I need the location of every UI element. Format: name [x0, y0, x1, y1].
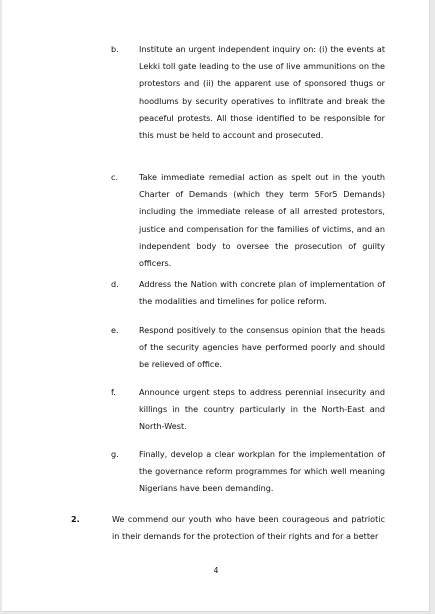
item-letter: c.: [111, 172, 119, 182]
item-letter: e.: [111, 325, 119, 335]
item-text: Announce urgent steps to address perennial insecurity and killings in the country particularly in the North-East and North-West.: [139, 387, 385, 432]
paragraph-number: 2.: [71, 514, 80, 524]
item-text: Take immediate remedial action as spelt out in the youth Charter of Demands (which they term 5For5 Demands) including the immediate release of all arrested protestors, justice and compensation for the families of victims, and an independent body to oversee the prosecution of guilty officers.: [139, 172, 385, 269]
item-text: Finally, develop a clear workplan for the implementation of the governance reform programmes for which well meaning Nigerians have been demanding.: [139, 449, 385, 494]
item-letter: f.: [111, 387, 116, 397]
item-text: Institute an urgent independent inquiry on: (i) the events at Lekki toll gate leading to the use of live ammunitions on the protestors and (ii) the apparent use of sponsored thugs or hoodlums by security operatives to infiltrate and break the peaceful protests. All those identified to be responsible for this must be held to account and prosecuted.: [139, 44, 385, 141]
page-number: 4: [213, 566, 219, 575]
item-text: Address the Nation with concrete plan of implementation of the modalities and timelines for police reform.: [139, 279, 385, 307]
item-letter: d.: [111, 279, 119, 289]
paragraph-text: We commend our youth who have been courageous and patriotic in their demands for the protection of their rights and for a better: [112, 514, 385, 542]
document-page: [2, 0, 430, 612]
item-letter: g.: [111, 449, 119, 459]
item-letter: b.: [111, 44, 119, 54]
item-text: Respond positively to the consensus opinion that the heads of the security agencies have performed poorly and should be relieved of office.: [139, 325, 385, 370]
